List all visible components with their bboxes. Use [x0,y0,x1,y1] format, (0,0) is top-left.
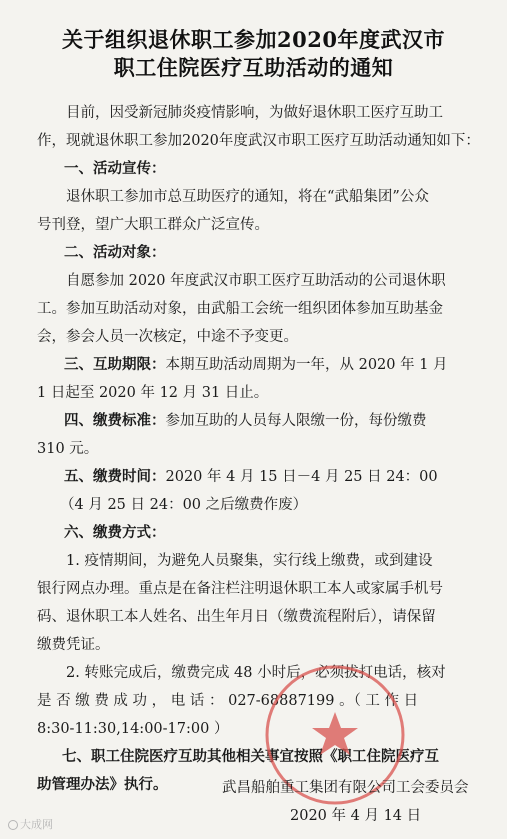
section-body-line: 是 否 缴 费 成 功 ， 电 话 ： 027-68887199 。（ 工 作 日 [37,693,419,709]
section-body-line: 1 日起至 2020 年 12 月 31 日止。 [37,385,269,401]
watermark-logo-icon [8,820,18,830]
section-payment-time [64,465,438,486]
section-body-line: 1. 疫情期间，为避免人员聚集，实行线上缴费，或到建设 [66,553,433,569]
section-heading-payment-time: 五、缴费时间： [64,468,166,485]
section-body-line: 本期互助活动周期为一年，从 2020 年 1 月 [165,357,448,373]
intro-line: 目前，因受新冠肺炎疫情影响，为做好退休职工医疗互助工 [66,105,443,121]
section-body-line: 2020 年 4 月 15 日－4 月 25 日 24：00 [165,469,438,485]
section-seven-line: 助管理办法》执行。 [37,776,168,793]
section-body-line: 自愿参加 2020 年度武汉市职工医疗互助活动的公司退休职 [66,273,446,289]
section-body-line: 码、退休职工本人姓名、出生年月日（缴费流程附后），请保留 [37,609,436,625]
section-body-line: 2. 转账完成后，缴费完成 48 小时后，必须拔打电话，核对 [66,665,446,681]
section-body-line: 银行网点办理。重点是在备注栏注明退休职工本人或家属手机号 [37,581,443,597]
section-fee [64,409,427,430]
section-heading-publicity: 一、活动宣传： [64,160,166,177]
signature-date: 2020 年 4 月 14 日 [290,808,422,824]
section-body-line: 参加互助的人员每人限缴一份，每份缴费 [165,413,427,429]
section-body-line: 号刊登，望广大职工群众广泛宣传。 [37,217,269,233]
watermark [8,816,53,832]
section-body-line: （4 月 25 日 24：00 之后缴费作废） [60,497,308,513]
document-title-line1: 关于组织退休职工参加2020年度武汉市 [62,27,445,52]
section-heading-fee: 四、缴费标准： [64,412,166,429]
intro-line: 作，现就退休职工参加2020年度武汉市职工医疗互助活动通知如下： [37,133,480,149]
section-body-line: 310 元。 [37,441,99,457]
section-body-line: 退休职工参加市总互助医疗的通知，将在“武船集团”公众 [66,189,429,205]
section-seven-line: 七、职工住院医疗互助其他相关事宜按照《职工住院医疗互 [62,748,439,765]
section-heading-payment-method: 六、缴费方式： [64,524,166,541]
section-body-line: 8:30-11:30,14:00-17:00 ） [37,721,229,737]
watermark-text: 大成网 [20,818,53,831]
section-body-line: 工。参加互助活动对象，由武船工会统一组织团体参加互助基金 [37,301,443,317]
section-heading-term: 三、互助期限： [64,356,166,373]
section-body-line: 缴费凭证。 [37,637,110,653]
section-term [64,353,448,374]
document-title-line2: 职工住院医疗互助活动的通知 [113,55,394,80]
signature-organization: 武昌船舶重工集团有限公司工会委员会 [222,780,469,796]
section-body-line: 会，参会人员一次核定，中途不予变更。 [37,329,298,345]
section-heading-participants: 二、活动对象： [64,244,166,261]
